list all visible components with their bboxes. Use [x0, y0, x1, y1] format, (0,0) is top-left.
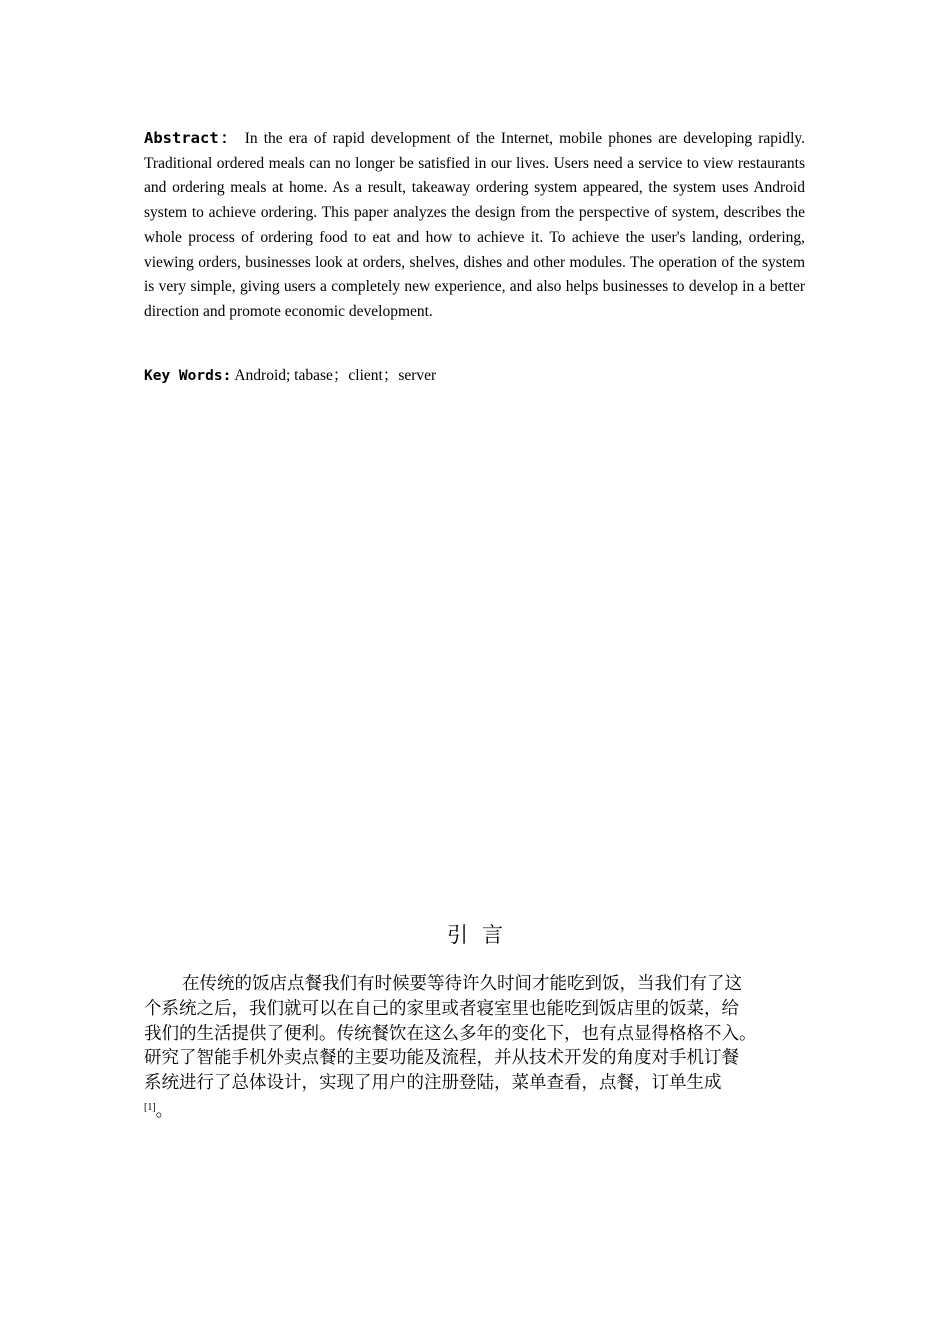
keywords-label: Key Words:: [144, 368, 232, 384]
abstract-label: Abstract：: [144, 129, 239, 147]
abstract-paragraph: [144, 126, 805, 325]
intro-line: 系统进行了总体设计，实现了用户的注册登陆，菜单查看，点餐，订单生成: [144, 1073, 722, 1094]
intro-line: 我们的生活提供了便利。传统餐饮在这么多年的变化下，也有点显得格格不入。: [144, 1023, 757, 1044]
keywords-line: [144, 364, 805, 388]
introduction-paragraph: [144, 972, 820, 1124]
keywords-text: Android; tabase；client；server: [234, 367, 437, 384]
intro-line: 在传统的饭店点餐我们有时候要等待许久时间才能吃到饭，当我们有了这: [182, 974, 742, 994]
citation-reference: [1]: [144, 1101, 156, 1113]
introduction-heading: 引言: [447, 923, 517, 947]
intro-line: 个系统之后，我们就可以在自己的家里或者寝室里也能吃到饭店里的饭菜，给: [144, 998, 739, 1019]
intro-line-last: [144, 1096, 820, 1124]
intro-line: 研究了智能手机外卖点餐的主要功能及流程，并从技术开发的角度对手机订餐: [144, 1048, 739, 1069]
abstract-text: In the era of rapid development of the Internet, mobile phones are developing rapidly. Traditional ordered meals can no longer be satisfied in our lives. Users need a service to view restaurants and ordering meals at home. As a result, takeaway ordering system appeared, the system uses Android system to achieve ordering. This paper analyzes the design from the perspective of system, describes the whole process of ordering food to eat and how to achieve it. To achieve the user's landing, ordering, viewing orders, businesses look at orders, shelves, dishes and other modules. The operation of the system is very simple, giving users a completely new experience, and also helps businesses to develop in a better direction and promote economic development.: [144, 130, 806, 320]
end-punctuation: 。: [155, 1100, 174, 1121]
